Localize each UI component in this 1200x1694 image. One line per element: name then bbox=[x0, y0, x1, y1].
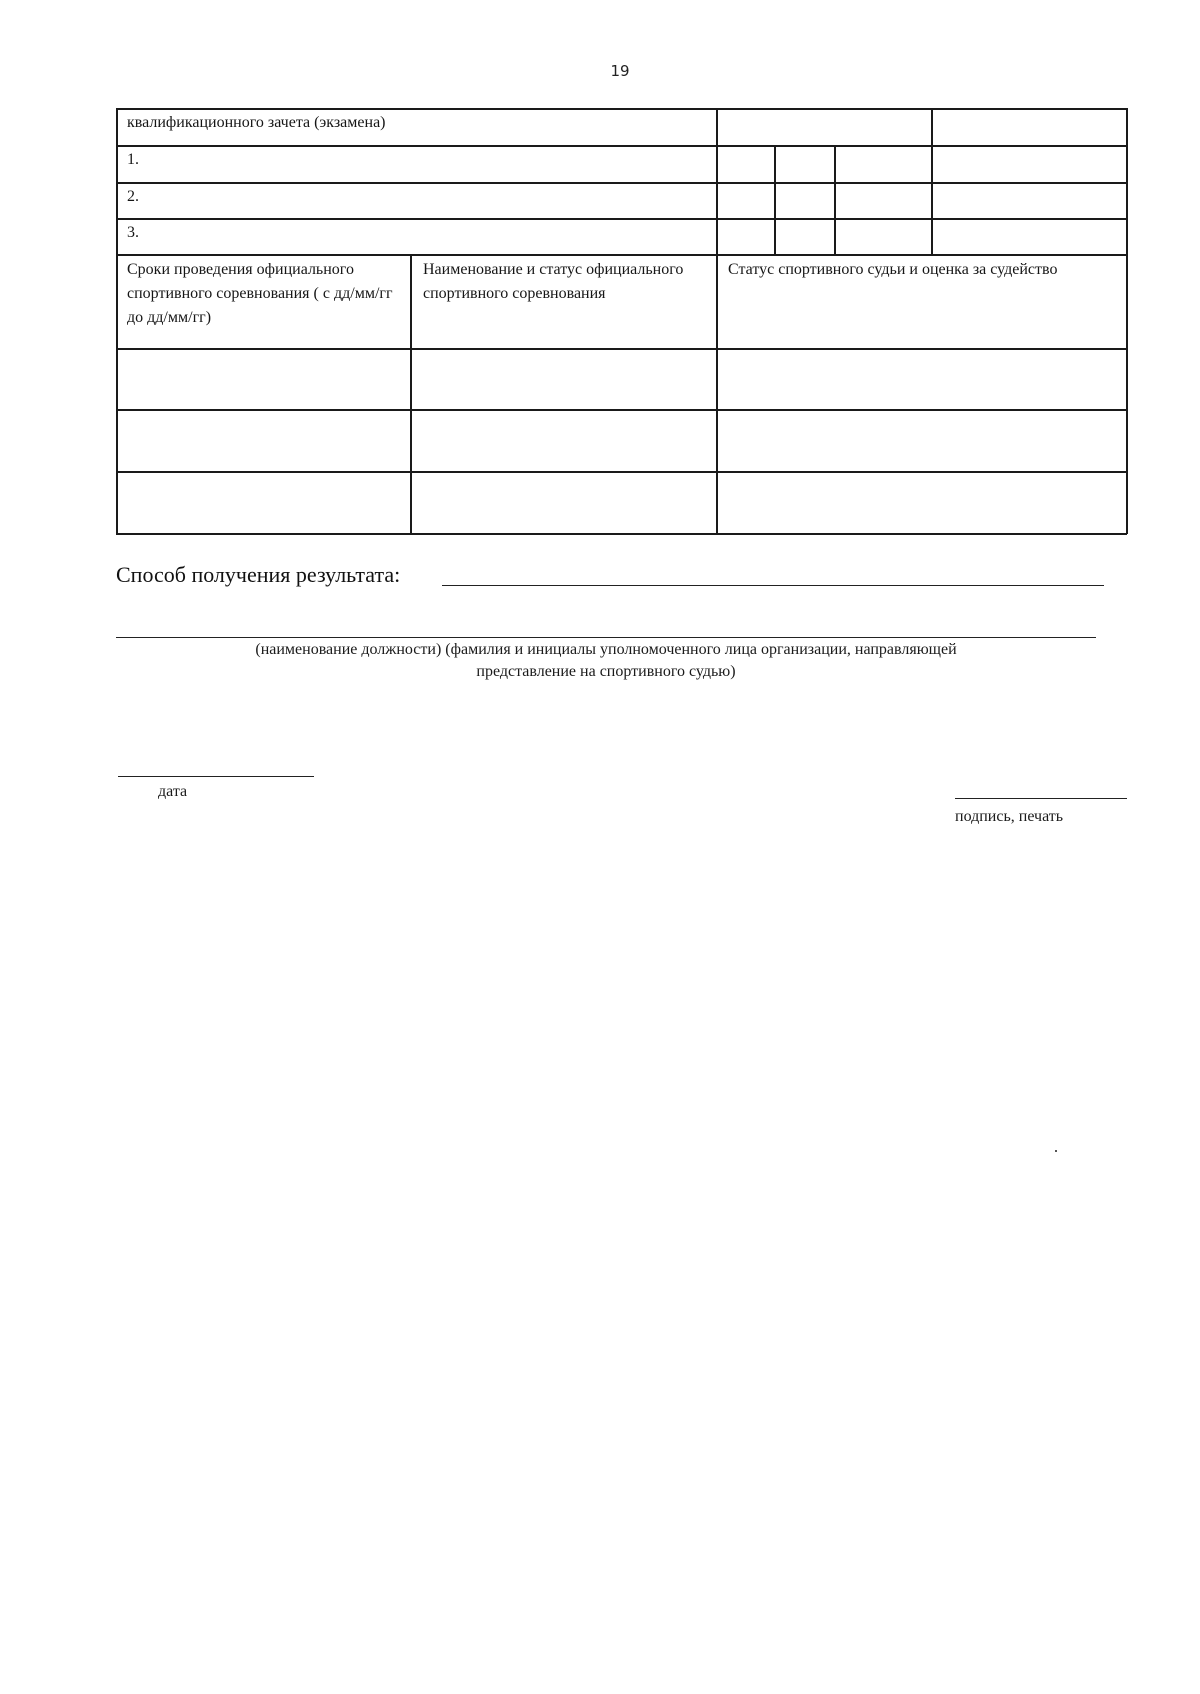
table-border bbox=[116, 108, 1126, 110]
table-border bbox=[116, 218, 1126, 220]
date-label: дата bbox=[158, 783, 188, 800]
result-method-label: Способ получения результата: bbox=[116, 562, 401, 587]
table-border bbox=[1126, 108, 1128, 534]
table-border bbox=[931, 108, 933, 254]
scan-speck bbox=[1055, 1150, 1057, 1152]
signatory-caption-line-1: (наименование должности) (фамилия и инициалы уполномоченного лица организации, направляющей bbox=[255, 641, 957, 658]
table-border bbox=[116, 182, 1126, 184]
table-border bbox=[774, 145, 776, 254]
result-method-line bbox=[442, 585, 1104, 586]
exam-row-2-number: 2. bbox=[127, 188, 139, 205]
exam-header-label: квалификационного зачета (экзамена) bbox=[127, 114, 386, 131]
signatory-caption bbox=[116, 639, 1096, 683]
column-header-dates: Сроки проведения официального спортивного соревнования ( с дд/мм/гг до дд/мм/гг) bbox=[127, 261, 393, 326]
table-border bbox=[116, 348, 1126, 350]
date-line bbox=[118, 776, 314, 777]
table-border bbox=[116, 533, 1127, 535]
column-header-judge-status: Статус спортивного судьи и оценка за судейство bbox=[728, 261, 1058, 278]
column-header-competition-name: Наименование и статус официального спортивного соревнования bbox=[423, 261, 684, 302]
table-border bbox=[116, 471, 1126, 473]
table-border bbox=[116, 254, 1126, 256]
table-border bbox=[410, 254, 412, 534]
table-border bbox=[116, 409, 1126, 411]
page-number: 19 bbox=[610, 62, 630, 80]
table-border bbox=[834, 145, 836, 254]
signatory-caption-line-2: представление на спортивного судью) bbox=[476, 663, 736, 680]
exam-row-3-number: 3. bbox=[127, 224, 139, 241]
signatory-line bbox=[116, 637, 1096, 638]
signature-line bbox=[955, 798, 1127, 799]
exam-row-1-number: 1. bbox=[127, 151, 139, 168]
signature-label: подпись, печать bbox=[955, 808, 1064, 825]
table-border bbox=[116, 145, 1126, 147]
